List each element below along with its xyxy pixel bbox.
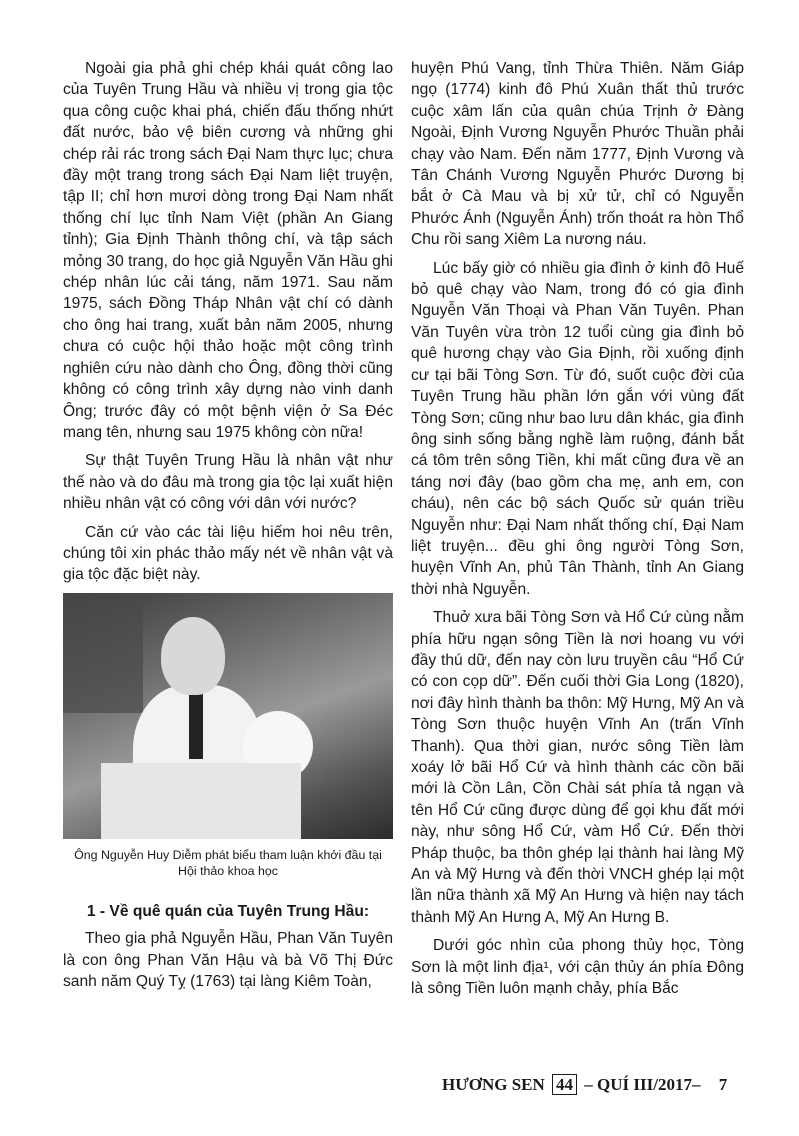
- caption-line: Hội thảo khoa học: [178, 863, 278, 878]
- paragraph: Dưới góc nhìn của phong thủy học, Tòng Sơn là một linh địa¹, với cận thủy án phía Đông là sông Tiền luôn mạnh chảy, phía Bắc: [411, 937, 744, 998]
- magazine-name: HƯƠNG SEN: [442, 1075, 545, 1094]
- page-number: 7: [718, 1075, 728, 1094]
- paragraph: huyện Phú Vang, tỉnh Thừa Thiên. Năm Giáp ngọ (1774) kinh đô Phú Xuân thất thủ trước cuộc xâm lấn của quân chúa Trịnh ở Đàng Ngoài, Định Vương Nguyễn Phước Thuần phải chạy vào Nam. Đến năm 1777, Định Vương và Tân Chánh Vương Nguyễn Phước Dương bị bắt ở Cà Mau và bị xử tử, chỉ có Nguyễn Phước Ánh (Nguyễn Ánh) trốn thoát ra hòn Thổ Chu rồi sang Xiêm La nương náu.: [411, 60, 744, 249]
- issue-number: 44: [552, 1074, 577, 1095]
- paragraph: Thuở xưa bãi Tòng Sơn và Hổ Cứ cùng nằm phía hữu ngạn sông Tiền là nơi hoang vu với đầy thú dữ, đến nay còn lưu truyền câu “Hổ Cứ có con cọp dữ”. Đến cuối thời Gia Long (1820), nơi đây hình thành ba thôn: Mỹ Hưng, Mỹ An và Tòng Sơn thuộc huyện Vĩnh An (trấn Vĩnh Thanh). Qua thời gian, nước sông Tiền làm xoáy lở bãi Hổ Cứ và hình thành các cồn bãi mới là Cồn Lân, Cồn Chài sát phía tả ngạn và tên Hổ Cứ cũng được dùng để gọi khu đất mới này, như sông Hổ Cứ, vàm Hổ Cứ. Đến thời Pháp thuộc, ba thôn ghép lại thành hai làng Mỹ An và Mỹ Hưng và đến thời VNCH ghép lại một lần nữa thành xã Mỹ An Hưng và hiện nay tách thành Mỹ An Hưng A, Mỹ An Hưng B.: [411, 609, 744, 926]
- photo-podium: [101, 763, 301, 839]
- caption-line: Ông Nguyễn Huy Diễm phát biểu tham luận khởi đầu tại: [74, 847, 382, 862]
- right-column: [411, 58, 744, 1006]
- page-footer: [442, 1075, 727, 1095]
- photo-speaker-head: [161, 617, 225, 695]
- paragraph: Lúc bấy giờ có nhiều gia đình ở kinh đô Huế bỏ quê chạy vào Nam, trong đó có gia đình Nguyễn Văn Thoại và Phan Văn Tuyên. Phan Văn Tuyên vừa tròn 12 tuổi cùng gia đình bỏ quê hương chạy vào Gia Định, rồi xuống định cư tại bãi Tòng Sơn. Từ đó, suốt cuộc đời của Tuyên Trung hầu phần lớn gắn với vùng đất Tòng Sơn; cũng như bao lưu dân khác, gia đình ông sinh sống bằng nghề làm ruộng, đánh bắt cá tôm trên sông Tiền, khi mất cũng đưa về an táng nơi đây (bao gồm cha mẹ, anh em, con cháu), nên các bộ sách Quốc sử quán triều Nguyễn như: Đại Nam nhất thống chí, Đại Nam liệt truyện... đều ghi ông người Tòng Sơn, huyện Vĩnh An, phủ Tân Thành, tỉnh An Giang thời nhà Nguyễn.: [411, 259, 744, 598]
- paragraph: Sự thật Tuyên Trung Hầu là nhân vật như thế nào và do đâu mà trong gia tộc lại xuất hiện nhiều nhân vật có công với dân với nước?: [63, 452, 393, 513]
- speaker-photo: [63, 593, 393, 839]
- paragraph: Ngoài gia phả ghi chép khái quát công lao của Tuyên Trung Hầu và nhiều vị trong gia tộc qua công cuộc khai phá, chiến đấu thống nhứt đất nước, bảo vệ biên cương và những ghi chép rải rác trong sách Đại Nam thực lục; chưa đầy một trang trong sách Đại Nam liệt truyện, tập II; chỉ hơn mươi dòng trong Đại Nam nhất thống chí lục tỉnh Nam Việt (phần An Giang tỉnh); Gia Định Thành thông chí, và tập sách mỏng 30 trang, do học giả Nguyễn Văn Hầu ghi chép nhân lúc cải táng, năm 1971. Sau năm 1975, sách Đồng Tháp Nhân vật chí có dành cho ông hai trang, xuất bản năm 2005, nhưng chưa có cuộc hội thảo hoặc một công trình nghiên cứu nào dành cho Ông, đồng thời cũng không có công trình xây dựng nào vinh danh Ông; trước đây có một bệnh viện ở Sa Đéc mang tên, nhưng sau 1975 không còn nữa!: [63, 60, 393, 441]
- photo-caption: [63, 847, 393, 879]
- section-heading: 1 - Về quê quán của Tuyên Trung Hầu:: [86, 902, 370, 920]
- issue-quarter: – QUÍ III/2017–: [584, 1075, 701, 1094]
- left-column: [63, 58, 393, 999]
- paragraph: Theo gia phả Nguyễn Hầu, Phan Văn Tuyên là con ông Phan Văn Hậu và bà Võ Thị Đức sanh năm Quý Tỵ (1763) tại làng Kiêm Toàn,: [63, 930, 393, 990]
- photo-background: [63, 593, 143, 713]
- photo-speaker-tie: [189, 689, 203, 759]
- paragraph: Căn cứ vào các tài liệu hiếm hoi nêu trên, chúng tôi xin phác thảo mấy nét về nhân vật và gia tộc đặc biệt này.: [63, 523, 393, 584]
